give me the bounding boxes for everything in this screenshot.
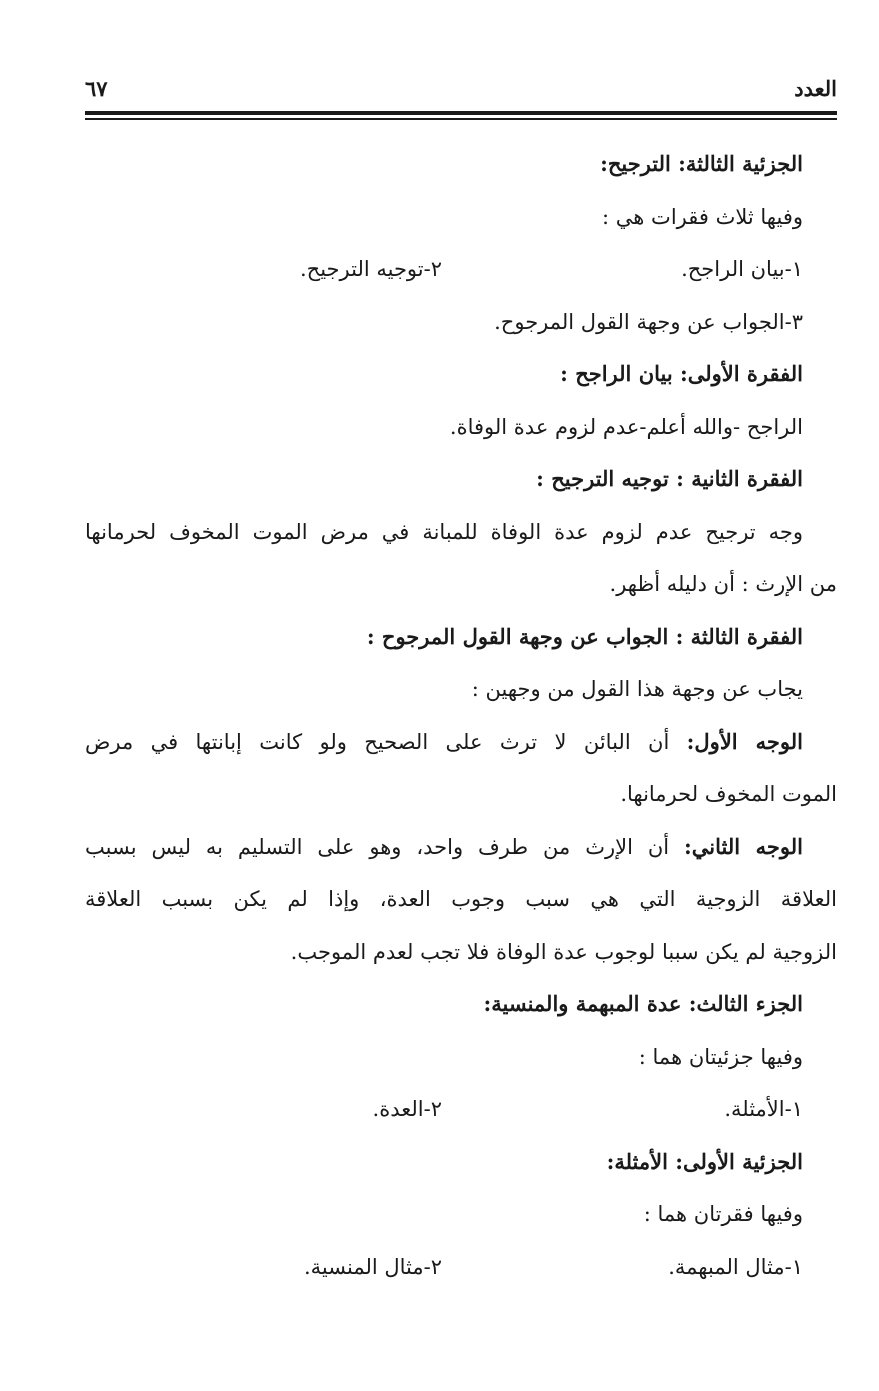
header-rule-thick <box>85 111 837 115</box>
subsection-heading: الفقرة الثانية : توجيه الترجيح : <box>536 466 803 491</box>
subsection-heading: الفقرة الثالثة : الجواب عن وجهة القول المرجوح : <box>366 623 803 649</box>
paragraph-line: وفيها جزئيتان هما : <box>638 1044 803 1069</box>
list-row <box>85 1241 837 1294</box>
paragraph-text: أن الإرث من طرف واحد، وهو على التسليم به ليس بسبب <box>85 834 685 859</box>
section-heading: الجزئية الثالثة: الترجيح: <box>600 151 803 176</box>
list-row <box>85 1083 837 1136</box>
list-item: ٣-الجواب عن وجهة القول المرجوح. <box>494 309 803 334</box>
page-number: ٦٧ <box>85 76 108 101</box>
list-row <box>85 243 837 296</box>
paragraph-text: أن البائن لا ترث على الصحيح ولو كانت إبانتها في مرض <box>85 729 687 754</box>
paragraph-line: الراجح -والله أعلم-عدم لزوم عدة الوفاة. <box>449 414 803 439</box>
list-item: ٢-العدة. <box>372 1097 442 1121</box>
list-item: ١-مثال المبهمة. <box>668 1254 803 1279</box>
header-title: العدد <box>794 76 837 101</box>
running-header <box>85 72 837 106</box>
list-item: ٢-توجيه الترجيح. <box>299 257 442 281</box>
paragraph-line <box>85 716 837 769</box>
page-body <box>85 138 837 1293</box>
paragraph-line <box>85 821 837 874</box>
paragraph-line: وفيها ثلاث فقرات هي : <box>602 204 803 229</box>
paragraph-line: العلاقة الزوجية التي هي سبب وجوب العدة، وإذا لم يكن بسبب العلاقة <box>85 887 837 911</box>
paragraph-line: من الإرث : أن دليله أظهر. <box>609 572 837 596</box>
subsection-heading: الجزئية الأولى: الأمثلة: <box>606 1148 803 1174</box>
inline-heading: الوجه الثاني: <box>684 833 803 859</box>
list-item: ١-بيان الراجح. <box>681 257 803 281</box>
paragraph-line: الموت المخوف لحرمانها. <box>620 782 837 806</box>
section-heading: الجزء الثالث: عدة المبهمة والمنسية: <box>483 991 803 1016</box>
subsection-heading: الفقرة الأولى: بيان الراجح : <box>560 361 803 386</box>
header-rule-thin <box>85 118 837 120</box>
paragraph-line: الزوجية لم يكن سببا لوجوب عدة الوفاة فلا تجب لعدم الموجب. <box>290 939 837 964</box>
inline-heading: الوجه الأول: <box>686 728 803 754</box>
paragraph-line: يجاب عن وجهة هذا القول من وجهين : <box>471 677 803 701</box>
paragraph-line: وفيها فقرتان هما : <box>643 1202 803 1226</box>
paragraph-line: وجه ترجيح عدم لزوم عدة الوفاة للمبانة في مرض الموت المخوف لحرمانها <box>85 519 803 544</box>
list-item: ١-الأمثلة. <box>724 1097 803 1121</box>
list-item: ٢-مثال المنسية. <box>303 1254 442 1279</box>
